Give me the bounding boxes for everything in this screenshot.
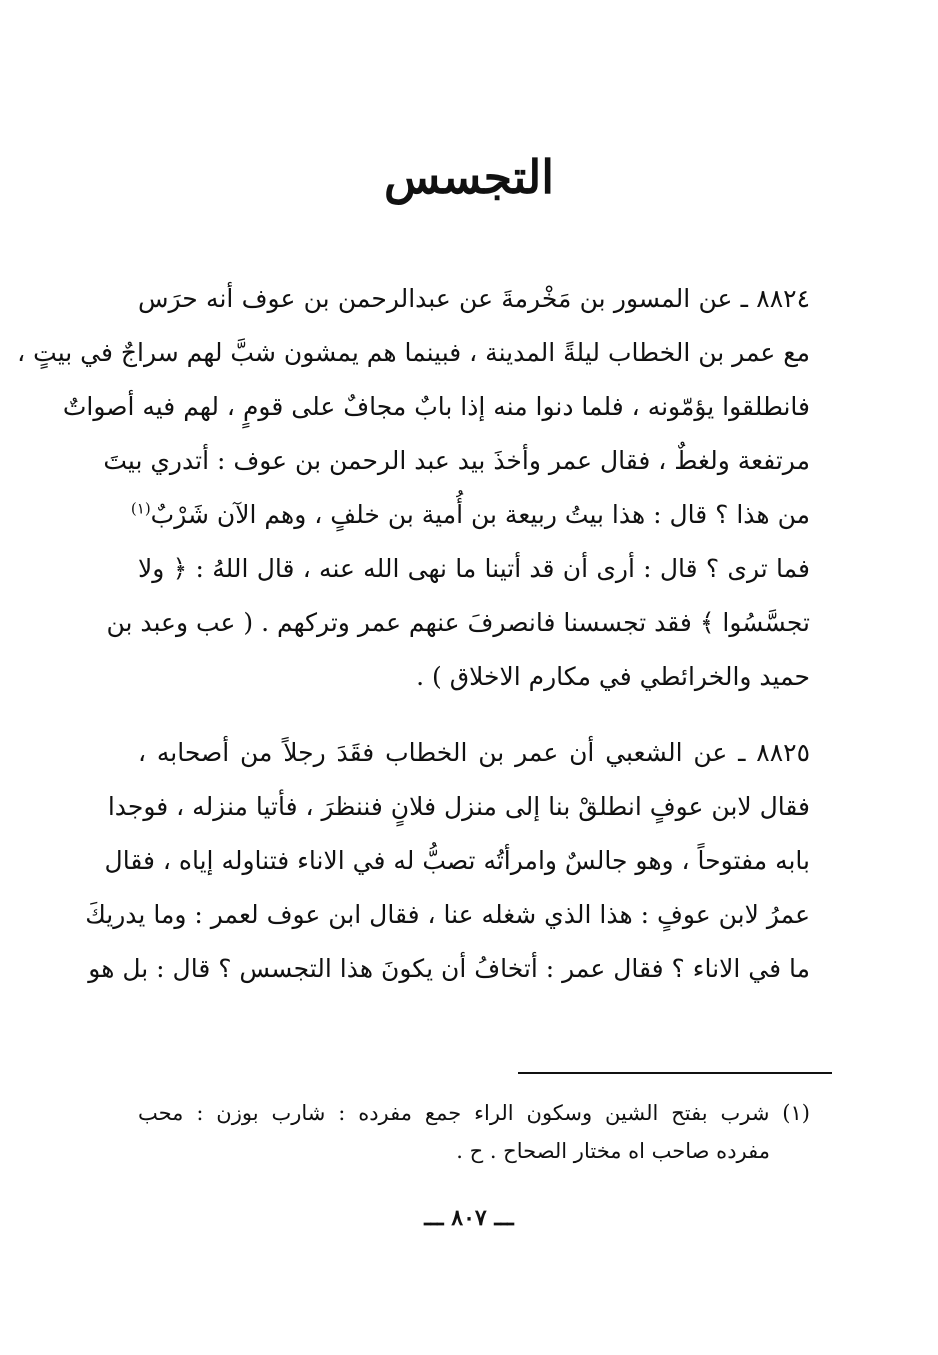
text-line: فانطلقوا يؤمّونه ، فلما دنوا منه إذا بابٌ مجافٌ على قومٍ ، لهم فيه أصواتٌ [62, 392, 810, 421]
text-line: فما ترى ؟ قال : أرى أن قد أتينا ما نهى الله عنه ، قال اللهُ : ﴿ ولا [138, 554, 810, 583]
text-line: فقال لابن عوفٍ انطلقْ بنا إلى منزل فلانٍ فننظرَ ، فأتيا منزله ، فوجدا [107, 792, 810, 821]
text-line: ٨٨٢٥ ـ عن الشعبي أن عمر بن الخطاب فقَدَ رجلاً من أصحابه ، [138, 738, 810, 767]
text-line-content: من هذا ؟ قال : هذا بيتُ ربيعة بن أُمية بن خلفٍ ، وهم الآن شَرْبٌ [150, 500, 810, 529]
footnote-reference: (١) [130, 499, 151, 518]
text-line: ٨٨٢٤ ـ عن المسور بن مَخْرمةَ عن عبدالرحمن بن عوف أنه حرَس [138, 284, 810, 313]
text-line: تجسَّسُوا ﴾ فقد تجسسنا فانصرفَ عنهم عمر وتركهم . ( عب وعبد بن [106, 608, 810, 637]
page-number: ـــ ٨٠٧ ـــ [424, 1205, 514, 1231]
hadith-8824 [17, 272, 810, 704]
chapter-heading: التجسس [383, 150, 555, 204]
footnote-line: مفرده صاحب اه مختار الصحاح . ح . [456, 1139, 770, 1163]
main-text [17, 272, 810, 996]
text-line: بابه مفتوحاً ، وهو جالسٌ وامرأتُه تصبُّ له في الاناء فتناوله إياه ، فقال [104, 846, 810, 875]
text-line: حميد والخرائطي في مكارم الاخلاق ) . [416, 662, 810, 691]
footnotes [138, 1094, 810, 1170]
text-line: مرتفعة ولغطٌ ، فقال عمر وأخذَ بيد عبد الرحمن بن عوف : أتدري بيتَ [103, 446, 810, 475]
text-line [130, 488, 810, 542]
hadith-8825 [85, 726, 810, 996]
text-line: ما في الاناء ؟ فقال عمر : أتخافُ أن يكونَ هذا التجسس ؟ قال : بل هو [88, 954, 810, 983]
text-line: مع عمر بن الخطاب ليلةً المدينة ، فبينما هم يمشون شبَّ لهم سراجٌ في بيتٍ ، [17, 338, 810, 367]
footnote-line: (١) شرب بفتح الشين وسكون الراء جمع مفرده : شارب بوزن : محب [138, 1101, 810, 1125]
footnote-divider [518, 1072, 832, 1074]
text-line: عمرُ لابن عوفٍ : هذا الذي شغله عنا ، فقال ابن عوف لعمر : وما يدريكَ [85, 900, 810, 929]
